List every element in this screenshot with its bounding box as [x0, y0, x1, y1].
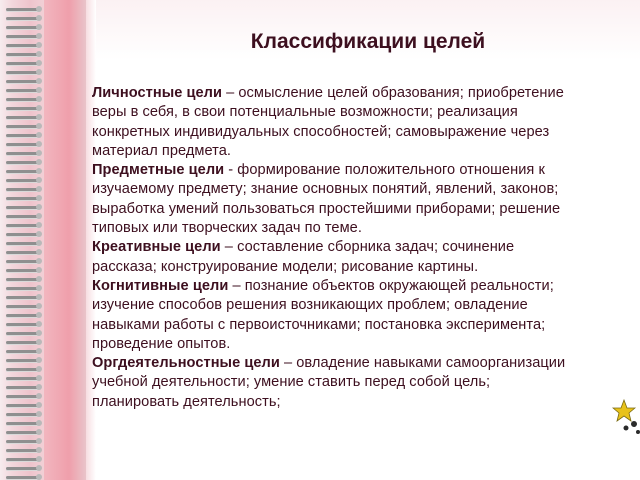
binding-ring: [6, 242, 40, 245]
goal-item-creative: [92, 238, 580, 277]
binding-ring: [6, 323, 40, 326]
star-cluster-icon: [612, 398, 640, 438]
binding-ring: [6, 116, 40, 119]
binding-ring: [6, 161, 40, 164]
binding-ring: [6, 215, 40, 218]
binding-ring: [6, 206, 40, 209]
binding-ring: [6, 44, 40, 47]
goal-description: - формирование положительного отношения к изучаемому предмету; знание основных понятий, явлений, законов; выработка умений пользоваться простейшими приборами; решение типовых или творческих задач по теме.: [92, 162, 561, 237]
goal-description: – познание объектов окружающей реальности; изучение способов решения возникающих проблем; овладение навыками работы с первоисточниками; постановка эксперимента; проведение опытов.: [92, 277, 554, 352]
binding-ring: [6, 8, 40, 11]
goal-term: Оргдеятельностные цели: [92, 355, 280, 372]
binding-ring: [6, 125, 40, 128]
binding-ring: [6, 71, 40, 74]
binding-ring: [6, 143, 40, 146]
binding-ring: [6, 35, 40, 38]
binding-ring: [6, 188, 40, 191]
binding-ring: [6, 440, 40, 443]
binding-ring: [6, 197, 40, 200]
binding-ring: [6, 404, 40, 407]
binding-ring: [6, 89, 40, 92]
binding-ring: [6, 467, 40, 470]
binding-ring: [6, 278, 40, 281]
binding-ring: [6, 422, 40, 425]
binding-ring: [6, 359, 40, 362]
binding-ring: [6, 449, 40, 452]
slide-title: Классификации целей: [250, 30, 486, 53]
binding-ring: [6, 377, 40, 380]
goal-term: Предметные цели: [92, 162, 225, 179]
binding-ring: [6, 269, 40, 272]
binding-ring: [6, 134, 40, 137]
goal-term: Личностные цели: [92, 85, 223, 101]
binding-ring: [6, 152, 40, 155]
binding-ring: [6, 314, 40, 317]
goal-description: – овладение навыками самоорганизации учебной деятельности; умение ставить перед собой цель; планировать деятельность;: [92, 355, 566, 410]
binding-ring: [6, 386, 40, 389]
goal-term: Креативные цели: [92, 239, 221, 256]
binding-ring: [6, 224, 40, 227]
binding-ring: [6, 179, 40, 182]
goal-item-organizational: [92, 354, 580, 412]
binding-ring: [6, 431, 40, 434]
goal-term: Когнитивные цели: [92, 277, 229, 294]
binding-ring: [6, 80, 40, 83]
binding-ring: [6, 458, 40, 461]
binding-ring: [6, 98, 40, 101]
pink-side-panel: [44, 0, 86, 480]
goal-description: – осмысление целей образования; приобретение веры в себя, в свои потенциальные возможности; реализация конкретных индивидуальных способностей; самовыражение через материал предмета.: [92, 85, 564, 159]
binding-ring: [6, 17, 40, 20]
goal-item-subject: [92, 161, 580, 238]
binding-ring: [6, 53, 40, 56]
binding-ring: [6, 395, 40, 398]
goal-item-personal: [92, 84, 580, 161]
binding-ring: [6, 350, 40, 353]
binding-ring: [6, 368, 40, 371]
binding-ring: [6, 296, 40, 299]
binding-ring: [6, 251, 40, 254]
binding-ring: [6, 170, 40, 173]
goal-description: – составление сборника задач; сочинение рассказа; конструирование модели; рисование картины.: [92, 239, 515, 275]
binding-ring: [6, 341, 40, 344]
binding-ring: [6, 233, 40, 236]
binding-ring: [6, 287, 40, 290]
slide-content: [92, 84, 580, 412]
binding-ring: [6, 62, 40, 65]
binding-ring: [6, 476, 40, 479]
binding-ring: [6, 107, 40, 110]
binding-ring: [6, 413, 40, 416]
binding-ring: [6, 260, 40, 263]
binding-ring: [6, 26, 40, 29]
binding-ring: [6, 305, 40, 308]
goal-item-cognitive: [92, 277, 580, 354]
binding-ring: [6, 332, 40, 335]
